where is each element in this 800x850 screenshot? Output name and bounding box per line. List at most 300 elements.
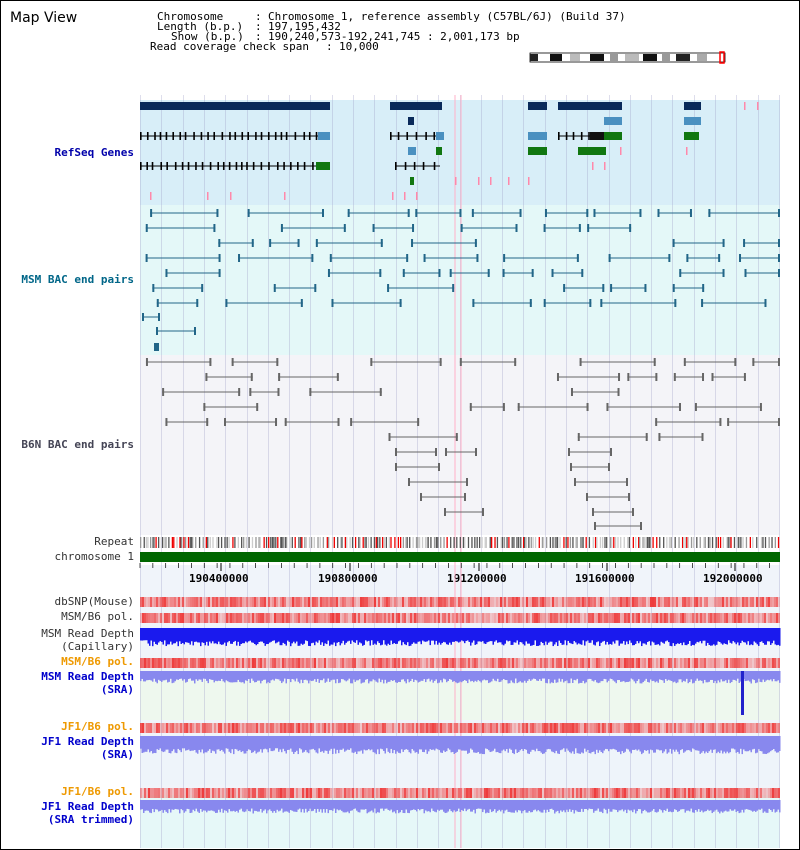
jf1-b6-pol-label-2[interactable]: JF1/B6 pol. bbox=[61, 785, 134, 798]
dbsnp-cell bbox=[562, 597, 564, 607]
jf1-sra-depth-bar bbox=[542, 736, 544, 754]
repeat-element bbox=[317, 537, 318, 548]
jf1-trimmed-depth-bar bbox=[290, 800, 292, 810]
jf1-sra-depth-bar bbox=[281, 736, 283, 752]
msm-pol-cell bbox=[624, 613, 626, 623]
jf1-pol-cell bbox=[210, 723, 212, 733]
dbsnp-cell bbox=[422, 597, 424, 607]
repeat-element bbox=[757, 537, 758, 548]
msm-capillary-depth-bar bbox=[163, 628, 165, 645]
jf1-pol-cell bbox=[704, 723, 706, 733]
jf1-trimmed-depth-bar bbox=[341, 800, 343, 811]
jf1-trimmed-depth-bar bbox=[653, 800, 655, 809]
repeat-element bbox=[212, 537, 213, 548]
jf1-pol-cell bbox=[232, 723, 234, 733]
msm-pol2-cell bbox=[330, 658, 332, 668]
msm-pol-cell bbox=[582, 613, 584, 623]
jf1-depth-trimmed-label-1[interactable]: JF1 Read Depth bbox=[41, 800, 134, 813]
jf1-sra-depth-bar bbox=[194, 736, 196, 750]
b6n-bac-pair-end bbox=[586, 493, 588, 501]
gene-marker bbox=[455, 177, 457, 185]
msm-pol-cell bbox=[612, 613, 614, 623]
jf1-trimmed-depth-bar bbox=[722, 800, 724, 813]
jf1-sra-depth-bar bbox=[472, 736, 474, 750]
b6n-bac-pair-end bbox=[570, 463, 572, 471]
repeat-element bbox=[693, 537, 694, 548]
gene-marker bbox=[744, 102, 746, 110]
msm-pol-cell bbox=[260, 613, 262, 623]
gene-exon bbox=[255, 132, 257, 140]
msm-capillary-depth-bar bbox=[229, 628, 231, 641]
jf1-pol2-cell bbox=[276, 788, 278, 798]
jf1-pol2-cell bbox=[150, 788, 152, 798]
msm-sra-depth-bar bbox=[613, 671, 615, 681]
gene-exon bbox=[185, 132, 187, 140]
jf1-pol2-cell bbox=[752, 788, 754, 798]
msm-capillary-depth-bar bbox=[356, 628, 358, 640]
jf1-sra-depth-bar bbox=[158, 736, 160, 750]
msm-pol-cell bbox=[454, 613, 456, 623]
repeat-element bbox=[419, 537, 420, 548]
jf1-trimmed-depth-bar bbox=[167, 800, 169, 813]
jf1-pol-cell bbox=[560, 723, 562, 733]
msm-pol-cell bbox=[414, 613, 416, 623]
jf1-sra-depth-bar bbox=[182, 736, 184, 748]
jf1-pol-cell bbox=[184, 723, 186, 733]
jf1-pol2-cell bbox=[764, 788, 766, 798]
dbsnp-cell bbox=[614, 597, 616, 607]
dbsnp-label[interactable]: dbSNP(Mouse) bbox=[54, 595, 134, 608]
gene-feature bbox=[408, 147, 416, 155]
jf1-trimmed-depth-bar bbox=[185, 800, 187, 811]
msm-depth-capillary-label-1[interactable]: MSM Read Depth bbox=[41, 627, 134, 640]
msm-capillary-depth-bar bbox=[382, 628, 384, 645]
jf1-pol-cell bbox=[188, 723, 190, 733]
msm-sra-depth-bar bbox=[301, 671, 303, 680]
msm-pol-cell bbox=[222, 613, 224, 623]
dbsnp-cell bbox=[754, 597, 756, 607]
jf1-trimmed-depth-bar bbox=[709, 800, 711, 811]
jf1-sra-depth-bar bbox=[649, 736, 651, 754]
msm-sra-depth-bar bbox=[170, 671, 172, 679]
dbsnp-cell bbox=[732, 597, 734, 607]
msm-sra-depth-bar bbox=[307, 671, 309, 680]
msm-sra-depth-bar bbox=[620, 671, 622, 682]
dbsnp-cell bbox=[604, 597, 606, 607]
jf1-pol-cell bbox=[640, 723, 642, 733]
msm-bac-pair-end bbox=[581, 269, 583, 277]
repeat-element bbox=[246, 537, 247, 548]
b6n-bac-pair-end bbox=[146, 358, 148, 366]
msm-bac-pair-end bbox=[314, 284, 316, 292]
dbsnp-cell bbox=[386, 597, 388, 607]
msm-pol2-cell bbox=[224, 658, 226, 668]
repeat-element bbox=[768, 537, 769, 548]
dbsnp-cell bbox=[304, 597, 306, 607]
msm-pol2-cell bbox=[454, 658, 456, 668]
msm-capillary-depth-bar bbox=[505, 628, 507, 644]
msm-sra-depth-bar bbox=[766, 671, 768, 680]
msm-pol-cell bbox=[544, 613, 546, 623]
repeat-element bbox=[675, 537, 676, 548]
gene-feature bbox=[578, 147, 606, 155]
dbsnp-cell bbox=[526, 597, 528, 607]
b6n-bac-label[interactable]: B6N BAC end pairs bbox=[21, 438, 134, 451]
jf1-sra-depth-bar bbox=[205, 736, 207, 752]
jf1-sra-depth-bar bbox=[626, 736, 628, 749]
repeat-label[interactable]: Repeat bbox=[94, 535, 134, 548]
msm-pol2-cell bbox=[354, 658, 356, 668]
jf1-sra-depth-bar bbox=[718, 736, 720, 752]
msm-pol2-cell bbox=[406, 658, 408, 668]
repeat-element bbox=[570, 537, 571, 548]
jf1-sra-depth-bar bbox=[203, 736, 205, 753]
msm-sra-depth-bar bbox=[584, 671, 586, 683]
jf1-sra-depth-bar bbox=[256, 736, 258, 754]
msm-pol-cell bbox=[342, 613, 344, 623]
dbsnp-cell bbox=[204, 597, 206, 607]
msm-sra-depth-bar bbox=[676, 671, 678, 683]
msm-pol-cell bbox=[326, 613, 328, 623]
refseq-genes-label[interactable]: RefSeq Genes bbox=[54, 146, 134, 159]
dbsnp-cell bbox=[658, 597, 660, 607]
jf1-trimmed-depth-bar bbox=[485, 800, 487, 813]
jf1-pol2-cell bbox=[190, 788, 192, 798]
repeat-element bbox=[666, 537, 667, 548]
msm-sra-depth-bar bbox=[767, 671, 769, 680]
jf1-sra-depth-bar bbox=[289, 736, 291, 750]
repeat-element bbox=[140, 537, 141, 548]
dbsnp-cell bbox=[194, 597, 196, 607]
jf1-pol-cell bbox=[764, 723, 766, 733]
msm-bac-pair-end bbox=[552, 269, 554, 277]
msm-sra-depth-bar bbox=[320, 671, 322, 680]
jf1-trimmed-depth-bar bbox=[716, 800, 718, 810]
jf1-pol2-cell bbox=[428, 788, 430, 798]
msm-sra-depth-bar bbox=[358, 671, 360, 680]
msm-capillary-depth-bar bbox=[214, 628, 216, 644]
jf1-trimmed-depth-bar bbox=[446, 800, 448, 813]
msm-capillary-depth-bar bbox=[152, 628, 154, 646]
jf1-pol2-cell bbox=[174, 788, 176, 798]
msm-sra-depth-bar bbox=[193, 671, 195, 681]
msm-pol2-cell bbox=[260, 658, 262, 668]
msm-pol2-cell bbox=[288, 658, 290, 668]
jf1-pol-cell bbox=[648, 723, 650, 733]
repeat-element bbox=[228, 537, 229, 548]
length-info-label: Length (b.p.) bbox=[157, 20, 244, 33]
msm-pol2-cell bbox=[772, 658, 774, 668]
jf1-trimmed-depth-bar bbox=[728, 800, 730, 811]
msm-pol-cell bbox=[450, 613, 452, 623]
jf1-sra-depth-bar bbox=[221, 736, 223, 750]
jf1-sra-depth-bar bbox=[719, 736, 721, 753]
jf1-pol-cell bbox=[620, 723, 622, 733]
msm-pol-cell bbox=[264, 613, 266, 623]
msm-capillary-depth-bar bbox=[317, 628, 319, 643]
jf1-pol-cell bbox=[430, 723, 432, 733]
jf1-trimmed-depth-bar bbox=[616, 800, 618, 810]
jf1-trimmed-depth-bar bbox=[233, 800, 235, 811]
jf1-trimmed-depth-bar bbox=[196, 800, 198, 809]
dbsnp-cell bbox=[244, 597, 246, 607]
msm-pol2-cell bbox=[538, 658, 540, 668]
b6n-bac-pair-end bbox=[778, 358, 780, 366]
repeat-element bbox=[761, 537, 762, 548]
msm-capillary-depth-bar bbox=[553, 628, 555, 646]
jf1-sra-depth-bar bbox=[763, 736, 765, 754]
jf1-pol2-cell bbox=[630, 788, 632, 798]
gene-exon bbox=[229, 132, 231, 140]
msm-sra-depth-bar bbox=[530, 671, 532, 681]
msm-bac-pair-end bbox=[165, 269, 167, 277]
msm-pol-cell bbox=[492, 613, 494, 623]
msm-capillary-depth-bar bbox=[628, 628, 630, 644]
msm-capillary-depth-bar bbox=[679, 628, 681, 644]
dbsnp-cell bbox=[534, 597, 536, 607]
msm-capillary-depth-bar bbox=[385, 628, 387, 645]
jf1-sra-depth-bar bbox=[488, 736, 490, 750]
jf1-depth-sra-label-1[interactable]: JF1 Read Depth bbox=[41, 735, 134, 748]
msm-sra-depth-bar bbox=[622, 671, 624, 682]
msm-bac-pair-end bbox=[424, 254, 426, 262]
msm-pol2-cell bbox=[580, 658, 582, 668]
gene-exon bbox=[234, 132, 236, 140]
jf1-sra-depth-bar bbox=[248, 736, 250, 749]
jf1-sra-depth-bar bbox=[454, 736, 456, 754]
msm-sra-depth-bar bbox=[452, 671, 454, 682]
msm-capillary-depth-bar bbox=[461, 628, 463, 640]
repeat-element bbox=[633, 537, 634, 548]
msm-capillary-depth-bar bbox=[335, 628, 337, 646]
msm-sra-depth-bar bbox=[271, 671, 273, 680]
msm-capillary-depth-bar bbox=[395, 628, 397, 644]
jf1-sra-depth-bar bbox=[730, 736, 732, 752]
jf1-trimmed-depth-bar bbox=[170, 800, 172, 812]
jf1-trimmed-depth-bar bbox=[322, 800, 324, 813]
msm-capillary-depth-bar bbox=[472, 628, 474, 643]
jf1-pol-cell bbox=[298, 723, 300, 733]
jf1-trimmed-depth-bar bbox=[472, 800, 474, 812]
msm-sra-depth-bar bbox=[404, 671, 406, 681]
jf1-trimmed-depth-bar bbox=[278, 800, 280, 811]
msm-pol-cell bbox=[304, 613, 306, 623]
jf1-trimmed-depth-bar bbox=[622, 800, 624, 809]
msm-sra-depth-bar bbox=[364, 671, 366, 682]
msm-capillary-depth-bar bbox=[347, 628, 349, 641]
jf1-sra-depth-bar bbox=[548, 736, 550, 749]
repeat-element bbox=[746, 537, 747, 548]
jf1-trimmed-depth-bar bbox=[175, 800, 177, 809]
jf1-pol-cell bbox=[376, 723, 378, 733]
jf1-trimmed-depth-bar bbox=[409, 800, 411, 813]
jf1-pol2-cell bbox=[678, 788, 680, 798]
msm-sra-depth-bar bbox=[628, 671, 630, 682]
jf1-sra-depth-bar bbox=[602, 736, 604, 753]
msm-capillary-depth-bar bbox=[607, 628, 609, 642]
msm-pol-cell bbox=[178, 613, 180, 623]
jf1-sra-depth-bar bbox=[641, 736, 643, 754]
msm-pol-cell bbox=[580, 613, 582, 623]
jf1-pol-cell bbox=[222, 723, 224, 733]
jf1-pol2-cell bbox=[332, 788, 334, 798]
jf1-sra-depth-bar bbox=[506, 736, 508, 749]
msm-sra-depth-bar bbox=[164, 671, 166, 680]
jf1-pol2-cell bbox=[544, 788, 546, 798]
msm-capillary-depth-bar bbox=[632, 628, 634, 645]
jf1-pol-cell bbox=[624, 723, 626, 733]
dbsnp-cell bbox=[542, 597, 544, 607]
jf1-pol2-cell bbox=[146, 788, 148, 798]
msm-pol-cell bbox=[228, 613, 230, 623]
msm-capillary-depth-bar bbox=[640, 628, 642, 641]
jf1-sra-depth-bar bbox=[587, 736, 589, 750]
msm-pol2-cell bbox=[164, 658, 166, 668]
msm-b6-pol-label-1[interactable]: MSM/B6 pol. bbox=[61, 610, 134, 623]
msm-bac-label[interactable]: MSM BAC end pairs bbox=[21, 273, 134, 286]
msm-pol2-cell bbox=[240, 658, 242, 668]
msm-sra-depth-bar bbox=[496, 671, 498, 681]
jf1-sra-depth-bar bbox=[758, 736, 760, 749]
msm-sra-depth-bar bbox=[625, 671, 627, 682]
msm-pol2-cell bbox=[236, 658, 238, 668]
msm-capillary-depth-bar bbox=[232, 628, 234, 644]
msm-sra-depth-bar bbox=[488, 671, 490, 683]
dbsnp-cell bbox=[182, 597, 184, 607]
msm-sra-depth-bar bbox=[617, 671, 619, 680]
jf1-trimmed-depth-bar bbox=[412, 800, 414, 810]
jf1-pol-cell bbox=[706, 723, 708, 733]
msm-pol2-cell bbox=[140, 658, 142, 668]
jf1-trimmed-depth-bar bbox=[200, 800, 202, 809]
jf1-pol-cell bbox=[366, 723, 368, 733]
repeat-element bbox=[613, 537, 614, 548]
jf1-pol2-cell bbox=[498, 788, 500, 798]
jf1-sra-depth-bar bbox=[605, 736, 607, 749]
gene-marker bbox=[207, 192, 209, 200]
dbsnp-cell bbox=[490, 597, 492, 607]
jf1-trimmed-depth-bar bbox=[437, 800, 439, 810]
jf1-pol2-cell bbox=[234, 788, 236, 798]
msm-pol-cell bbox=[636, 613, 638, 623]
msm-sra-depth-bar bbox=[244, 671, 246, 683]
msm-pol2-cell bbox=[746, 658, 748, 668]
jf1-sra-depth-bar bbox=[184, 736, 186, 748]
msm-bac-pair-end bbox=[488, 269, 490, 277]
msm-pol2-cell bbox=[710, 658, 712, 668]
msm-pol2-cell bbox=[176, 658, 178, 668]
jf1-trimmed-depth-bar bbox=[323, 800, 325, 809]
msm-pol-cell bbox=[348, 613, 350, 623]
msm-pol2-cell bbox=[142, 658, 144, 668]
jf1-pol2-cell bbox=[480, 788, 482, 798]
jf1-pol-cell bbox=[460, 723, 462, 733]
msm-capillary-depth-bar bbox=[481, 628, 483, 642]
jf1-trimmed-depth-bar bbox=[779, 800, 781, 812]
jf1-pol-cell bbox=[332, 723, 334, 733]
jf1-sra-depth-bar bbox=[434, 736, 436, 750]
msm-sra-depth-bar bbox=[461, 671, 463, 682]
msm-capillary-depth-bar bbox=[614, 628, 616, 644]
jf1-trimmed-depth-bar bbox=[755, 800, 757, 812]
msm-pol2-cell bbox=[598, 658, 600, 668]
jf1-pol-cell bbox=[450, 723, 452, 733]
jf1-pol2-cell bbox=[518, 788, 520, 798]
msm-pol2-cell bbox=[744, 658, 746, 668]
jf1-pol2-cell bbox=[412, 788, 414, 798]
msm-depth-sra-label-1[interactable]: MSM Read Depth bbox=[41, 670, 134, 683]
msm-pol2-cell bbox=[628, 658, 630, 668]
msm-capillary-depth-bar bbox=[187, 628, 189, 643]
jf1-pol-cell bbox=[528, 723, 530, 733]
msm-b6-pol-label-2[interactable]: MSM/B6 pol. bbox=[61, 655, 134, 668]
dbsnp-cell bbox=[174, 597, 176, 607]
jf1-trimmed-depth-bar bbox=[683, 800, 685, 809]
msm-pol-cell bbox=[556, 613, 558, 623]
b6n-bac-pair-end bbox=[574, 478, 576, 486]
repeat-element bbox=[497, 537, 498, 548]
msm-capillary-depth-bar bbox=[455, 628, 457, 641]
jf1-pol-cell bbox=[300, 723, 302, 733]
chromosome-track-label[interactable]: chromosome 1 bbox=[54, 550, 134, 563]
dbsnp-cell bbox=[320, 597, 322, 607]
jf1-pol2-cell bbox=[448, 788, 450, 798]
msm-sra-depth-bar bbox=[455, 671, 457, 682]
dbsnp-cell bbox=[666, 597, 668, 607]
msm-capillary-depth-bar bbox=[421, 628, 423, 644]
msm-capillary-depth-bar bbox=[196, 628, 198, 642]
jf1-pol-cell bbox=[358, 723, 360, 733]
jf1-sra-depth-bar bbox=[385, 736, 387, 753]
jf1-sra-depth-bar bbox=[233, 736, 235, 754]
dbsnp-cell bbox=[312, 597, 314, 607]
jf1-pol2-cell bbox=[302, 788, 304, 798]
msm-sra-depth-bar bbox=[173, 671, 175, 683]
msm-sra-depth-bar bbox=[388, 671, 390, 682]
msm-capillary-depth-bar bbox=[346, 628, 348, 643]
msm-pol-cell bbox=[704, 613, 706, 623]
msm-sra-depth-bar bbox=[578, 671, 580, 683]
msm-pol-cell bbox=[278, 613, 280, 623]
jf1-pol2-cell bbox=[632, 788, 634, 798]
jf1-trimmed-depth-bar bbox=[775, 800, 777, 813]
msm-capillary-depth-bar bbox=[241, 628, 243, 644]
repeat-element bbox=[526, 537, 527, 548]
msm-pol2-cell bbox=[510, 658, 512, 668]
gene-exon bbox=[223, 162, 225, 170]
jf1-sra-depth-bar bbox=[623, 736, 625, 753]
msm-sra-depth-bar bbox=[553, 671, 555, 683]
dbsnp-cell bbox=[300, 597, 302, 607]
jf1-pol-cell bbox=[186, 723, 188, 733]
repeat-element bbox=[268, 537, 269, 548]
msm-sra-depth-bar bbox=[365, 671, 367, 680]
jf1-b6-pol-label-1[interactable]: JF1/B6 pol. bbox=[61, 720, 134, 733]
jf1-trimmed-depth-bar bbox=[772, 800, 774, 812]
msm-sra-depth-bar bbox=[149, 671, 151, 680]
msm-pol-cell bbox=[762, 613, 764, 623]
msm-pol2-cell bbox=[638, 658, 640, 668]
msm-pol2-cell bbox=[398, 658, 400, 668]
msm-pol2-cell bbox=[492, 658, 494, 668]
jf1-pol-cell bbox=[268, 723, 270, 733]
msm-capillary-depth-bar bbox=[278, 628, 280, 642]
jf1-trimmed-depth-bar bbox=[367, 800, 369, 813]
jf1-trimmed-depth-bar bbox=[284, 800, 286, 812]
jf1-sra-depth-bar bbox=[599, 736, 601, 750]
jf1-pol-cell bbox=[412, 723, 414, 733]
msm-capillary-depth-bar bbox=[575, 628, 577, 642]
